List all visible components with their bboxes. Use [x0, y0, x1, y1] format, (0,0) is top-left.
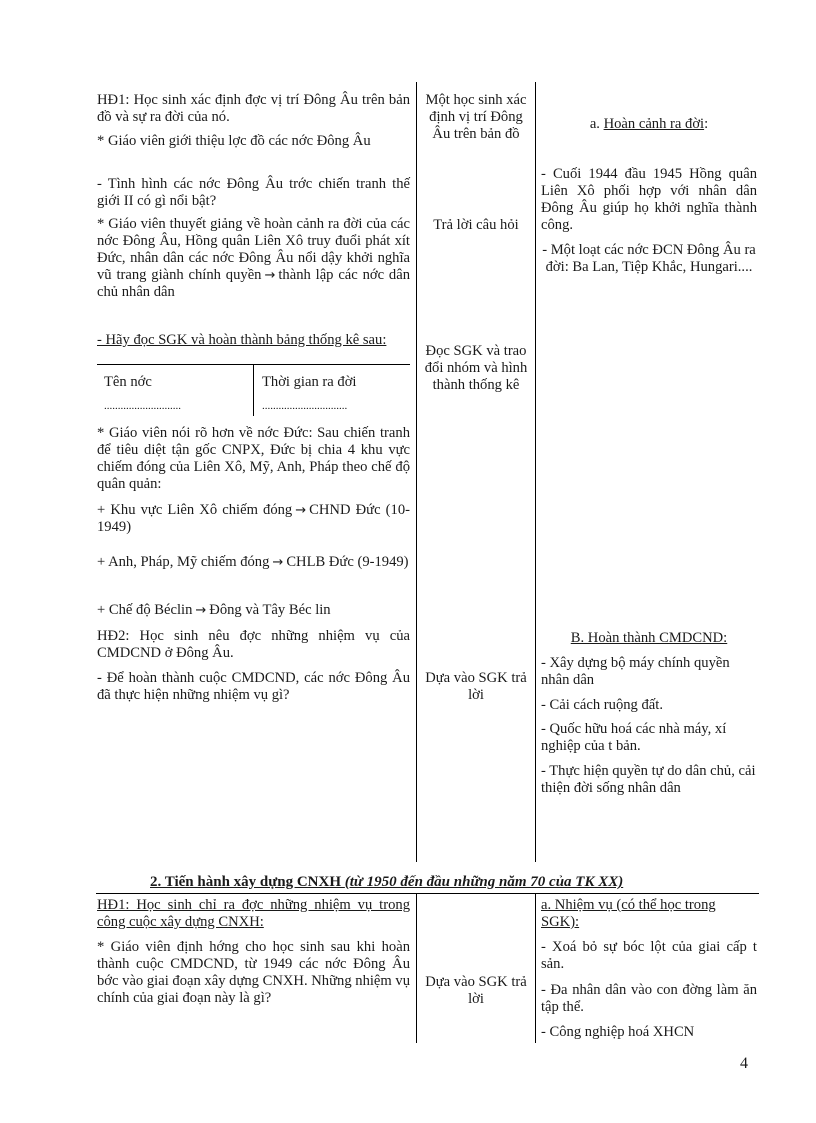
context-heading-prefix: a.	[589, 116, 604, 132]
section-2-heading-period: (từ 1950 đến đầu những năm 70 của TK XX)	[344, 874, 624, 890]
section-2-teacher-note: * Giáo viên định hớng cho học sinh sau khi hoàn thành cuộc CMDCND, từ 1949 các nớc Đông Âu bớc vào giai đoạn xây dựng CNXH. Những nhiệm vụ chính của giai đoạn này là gì?	[97, 939, 410, 1006]
stats-table-blank-date: ...............................	[262, 400, 348, 412]
student-activity-sgk: Dựa vào SGK trả lời	[425, 670, 527, 703]
student-activity-map: Một học sinh xác định vị trí Đông Âu trên bản đồ	[425, 92, 527, 142]
activity-1-title: HĐ1: Học sinh xác định đợc vị trí Đông Âu trên bản đồ và sự ra đời của nó.	[97, 92, 410, 125]
context-heading-suffix: :	[704, 116, 709, 132]
teacher-explanation	[97, 216, 410, 301]
berlin-regime-result: Đông và Tây Béc lin	[209, 602, 331, 618]
section-2-top-border	[96, 893, 759, 894]
completion-heading: B. Hoàn thành CMDCND:	[570, 630, 728, 646]
teacher-note-map: * Giáo viên giới thiệu lợc đồ các nớc Đông Âu	[97, 133, 371, 149]
berlin-regime	[97, 602, 410, 619]
completion-item-1: - Xây dựng bộ máy chính quyền nhân dân	[541, 655, 730, 688]
section-2-heading-main: 2. Tiến hành xây dựng CNXH	[150, 874, 345, 890]
column-divider-2	[535, 82, 536, 862]
activity-2-title: HĐ2: Học sinh nêu đợc những nhiệm vụ của CMDCND ở Đông Âu.	[97, 628, 410, 661]
task-item-2: - Đa nhân dân vào con đờng làm ăn tập thể.	[541, 982, 757, 1015]
section-2-student-activity: Dựa vào SGK trả lời	[425, 974, 527, 1007]
completion-item-4: - Thực hiện quyền tự do dân chủ, cải thiện đời sống nhân dân	[541, 763, 756, 796]
zone-western	[97, 554, 410, 571]
zone-western-result: CHLB Đức (9-1949)	[286, 554, 409, 570]
student-activity-group: Đọc SGK và trao đổi nhóm và hình thành thống kê	[424, 343, 528, 393]
zone-western-text: + Anh, Pháp, Mỹ chiếm đóng	[97, 554, 270, 570]
stats-table-header-country: Tên nớc	[104, 374, 152, 390]
student-activity-answer: Trả lời câu hỏi	[433, 217, 519, 233]
tasks-heading: a. Nhiệm vụ (có thể học trong SGK):	[541, 897, 716, 930]
question-situation: - Tình hình các nớc Đông Âu trớc chiến tranh thế giới II có gì nổi bật?	[97, 176, 410, 209]
context-heading-text: Hoàn cảnh ra đời	[603, 116, 705, 132]
context-point-1: - Cuối 1944 đầu 1945 Hồng quân Liên Xô phối hợp với nhân dân Đông Âu giúp họ khởi nghĩa thành công.	[541, 166, 757, 233]
column-divider-1	[416, 82, 417, 862]
berlin-regime-text: + Chế độ Béclin	[97, 602, 193, 618]
stats-table-header-date: Thời gian ra đời	[262, 374, 357, 390]
question-tasks: - Để hoàn thành cuộc CMDCND, các nớc Đông Âu đã thực hiện những nhiệm vụ gì?	[97, 670, 410, 703]
context-heading	[541, 116, 757, 133]
page-number: 4	[740, 1055, 748, 1072]
stats-table-divider	[253, 364, 254, 416]
arrow-icon: →	[264, 268, 276, 283]
zone-soviet-result: CHND Đức (10-1949)	[97, 502, 410, 535]
zone-soviet	[97, 502, 410, 536]
section-2-activity-title: HĐ1: Học sinh chỉ ra đợc những nhiệm vụ trong công cuộc xây dựng CNXH:	[97, 897, 410, 930]
stats-table-blank-country: ............................	[104, 400, 181, 412]
teacher-explanation-text: * Giáo viên thuyết giảng về hoàn cảnh ra đời của các nớc Đông Âu, Hồng quân Liên Xô truy đuổi phát xít Đức, nhân dân các nớc Đông Âu nổi dậy khởi nghĩa vũ trang giành chính quyền	[97, 216, 410, 283]
task-item-1: - Xoá bỏ sự bóc lột của giai cấp t sản.	[541, 939, 757, 972]
section-2-divider-2	[535, 893, 536, 1043]
arrow-icon: →	[272, 555, 284, 570]
arrow-icon: →	[295, 503, 307, 518]
task-item-3: - Công nghiệp hoá XHCN	[541, 1024, 695, 1040]
completion-item-3: - Quốc hữu hoá các nhà máy, xí nghiệp của t bản.	[541, 721, 727, 754]
task-statistics: - Hãy đọc SGK và hoàn thành bảng thống kê sau:	[97, 332, 387, 348]
section-2-heading	[150, 874, 623, 891]
completion-item-2: - Cải cách ruộng đất.	[541, 697, 663, 713]
teacher-note-germany: * Giáo viên nói rõ hơn về nớc Đức: Sau chiến tranh để tiêu diệt tận gốc CNPX, Đức bị chia 4 khu vực chiếm đóng của Liên Xô, Mỹ, Anh, Pháp theo chế độ quân quản:	[97, 425, 410, 492]
section-2-divider-1	[416, 893, 417, 1043]
context-point-2: - Một loạt các nớc ĐCN Đông Âu ra đời: Ba Lan, Tiệp Khắc, Hungari....	[542, 242, 756, 275]
arrow-icon: →	[195, 603, 207, 618]
teacher-explanation-result: thành lập các nớc dân chủ nhân dân	[97, 267, 410, 300]
zone-soviet-text: + Khu vực Liên Xô chiếm đóng	[97, 502, 293, 518]
